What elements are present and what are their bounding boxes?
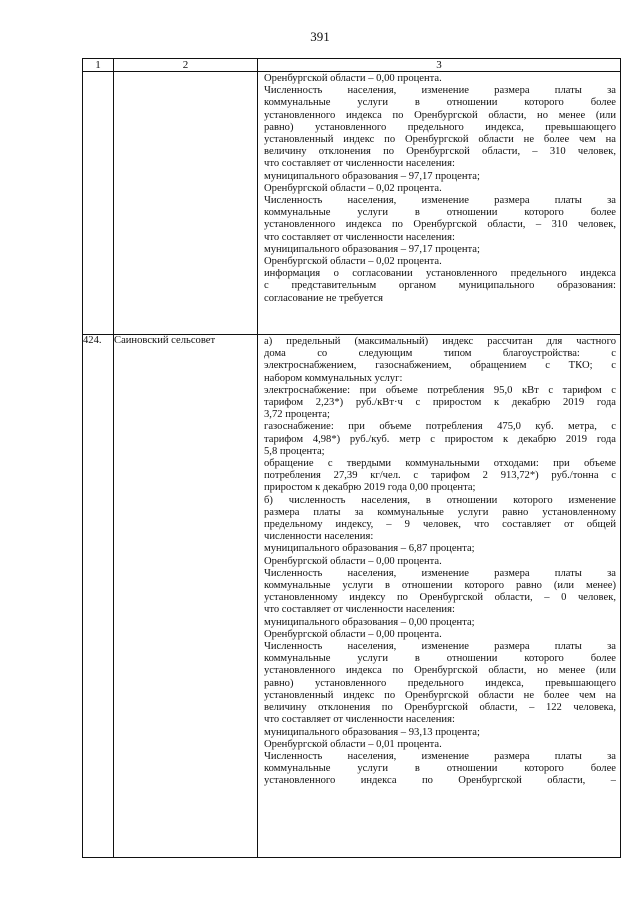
text-line: установленного индекса по Оренбургской области, но менее (или — [264, 109, 616, 121]
column-header-1: 1 — [83, 59, 114, 72]
text-line: установленного индекса по Оренбургской области, – — [264, 775, 616, 787]
column-header-2: 2 — [114, 59, 258, 72]
text-line: муниципального образования – 97,17 процента; — [264, 243, 480, 255]
text-line: Оренбургской области – 0,00 процента. — [264, 628, 442, 640]
text-line: величину отклонения по Оренбургской области, – 310 человек, — [264, 146, 616, 158]
text-line: электроснабжение: при объеме потребления 95,0 кВт с тарифом с — [264, 384, 616, 396]
text-line: что составляет от численности населения: — [264, 158, 455, 170]
text-line: установленному индексу по Оренбургской области, – 0 человек, — [264, 592, 616, 604]
text-line: 3,72 процента; — [264, 409, 330, 421]
text-line: коммунальные услуги в отношении которого более — [264, 207, 616, 219]
text-line: коммунальные услуги в отношении которого более — [264, 653, 616, 665]
text-line: обращение с твердыми коммунальными отходами: при объеме — [264, 458, 616, 470]
table-row-424 — [83, 335, 621, 858]
text-line: установленного индекса по Оренбургской области, – 310 человек, — [264, 219, 616, 231]
text-line: муниципального образования – 0,00 процента; — [264, 616, 475, 628]
text-line: Численность населения, изменение размера платы за — [264, 750, 616, 762]
text-line: Оренбургской области – 0,00 процента. — [264, 73, 442, 84]
row-number-cell — [83, 72, 114, 335]
text-line: что составляет от численности населения: — [264, 231, 455, 243]
table-row-continued — [83, 72, 621, 335]
text-line: Оренбургской области – 0,02 процента. — [264, 182, 442, 194]
text-line: что составляет от численности населения: — [264, 604, 455, 616]
text-line: коммунальные услуги в отношении которого более — [264, 97, 616, 109]
document-table — [82, 58, 621, 858]
text-line: потребления 27,39 кг/чел. с тарифом 2 913,72*) руб./тонна с — [264, 470, 616, 482]
text-line: муниципального образования – 97,17 процента; — [264, 170, 480, 182]
text-line: установленный индекс по Оренбургской области не более чем на — [264, 689, 616, 701]
text-line: коммунальные услуги в отношении которого более — [264, 763, 616, 775]
text-line: дома со следующим типом благоустройства: с — [264, 348, 616, 360]
text-line: что составляет от численности населения: — [264, 714, 455, 726]
text-line: Численность населения, изменение размера платы за — [264, 85, 616, 97]
text-line: электроснабжением, газоснабжением, обращением с ТКО; с — [264, 360, 616, 372]
page-number: 391 — [310, 29, 330, 44]
municipality-name-cell: Саиновский сельсовет — [114, 335, 258, 858]
text-line: установленный индекс по Оренбургской области не более чем на — [264, 134, 616, 146]
text-line: тарифом 4,98*) руб./куб. метр с приростом к декабрю 2019 года — [264, 433, 616, 445]
text-line: муниципального образования – 6,87 процента; — [264, 543, 475, 555]
text-line: а) предельный (максимальный) индекс рассчитан для частного — [264, 336, 616, 347]
table-header-row — [83, 59, 621, 72]
text-line: набором коммунальных услуг: — [264, 372, 403, 384]
text-line: равно) установленного предельного индекса, превышающего — [264, 677, 616, 689]
text-line: Оренбургской области – 0,02 процента. — [264, 256, 442, 268]
row-name-cell — [114, 72, 258, 335]
row-text-cell — [258, 72, 621, 335]
text-line: Оренбургской области – 0,01 процента. — [264, 738, 442, 750]
text-line: установленного индекса по Оренбургской области, но менее (или — [264, 665, 616, 677]
text-line: информация о согласовании установленного предельного индекса — [264, 268, 616, 280]
text-line: тарифом 2,23*) руб./кВт·ч с приростом к декабрю 2019 года — [264, 397, 616, 409]
row-424-text-block — [258, 335, 620, 789]
text-line: б) численность населения, в отношении которого изменение — [264, 494, 616, 506]
text-line: Численность населения, изменение размера платы за — [264, 641, 616, 653]
text-line: Численность населения, изменение размера платы за — [264, 567, 616, 579]
text-line: величину отклонения по Оренбургской области, – 122 человека, — [264, 702, 616, 714]
text-line: согласование не требуется — [264, 292, 384, 304]
text-line: предельному индексу, – 9 человек, что составляет от общей — [264, 519, 616, 531]
text-line: равно) установленного предельного индекса, превышающего — [264, 121, 616, 133]
row-number-cell: 424. — [83, 335, 114, 858]
text-line: с представительным органом муниципального образования: — [264, 280, 616, 292]
text-line: приростом к декабрю 2019 года 0,00 процента; — [264, 482, 476, 494]
column-header-3: 3 — [258, 59, 621, 72]
text-line: 5,8 процента; — [264, 445, 325, 457]
text-line: Оренбургской области – 0,00 процента. — [264, 555, 442, 567]
continued-text-block — [258, 72, 620, 306]
text-line: размера платы за коммунальные услуги равно установленному — [264, 506, 616, 518]
text-line: Численность населения, изменение размера платы за — [264, 195, 616, 207]
text-line: газоснабжение: при объеме потребления 475,0 куб. метра, с — [264, 421, 616, 433]
text-line: численности населения: — [264, 531, 374, 543]
row-text-cell — [258, 335, 621, 858]
text-line: муниципального образования – 93,13 процента; — [264, 726, 480, 738]
text-line: коммунальные услуги в отношении которого равно (или менее) — [264, 580, 616, 592]
